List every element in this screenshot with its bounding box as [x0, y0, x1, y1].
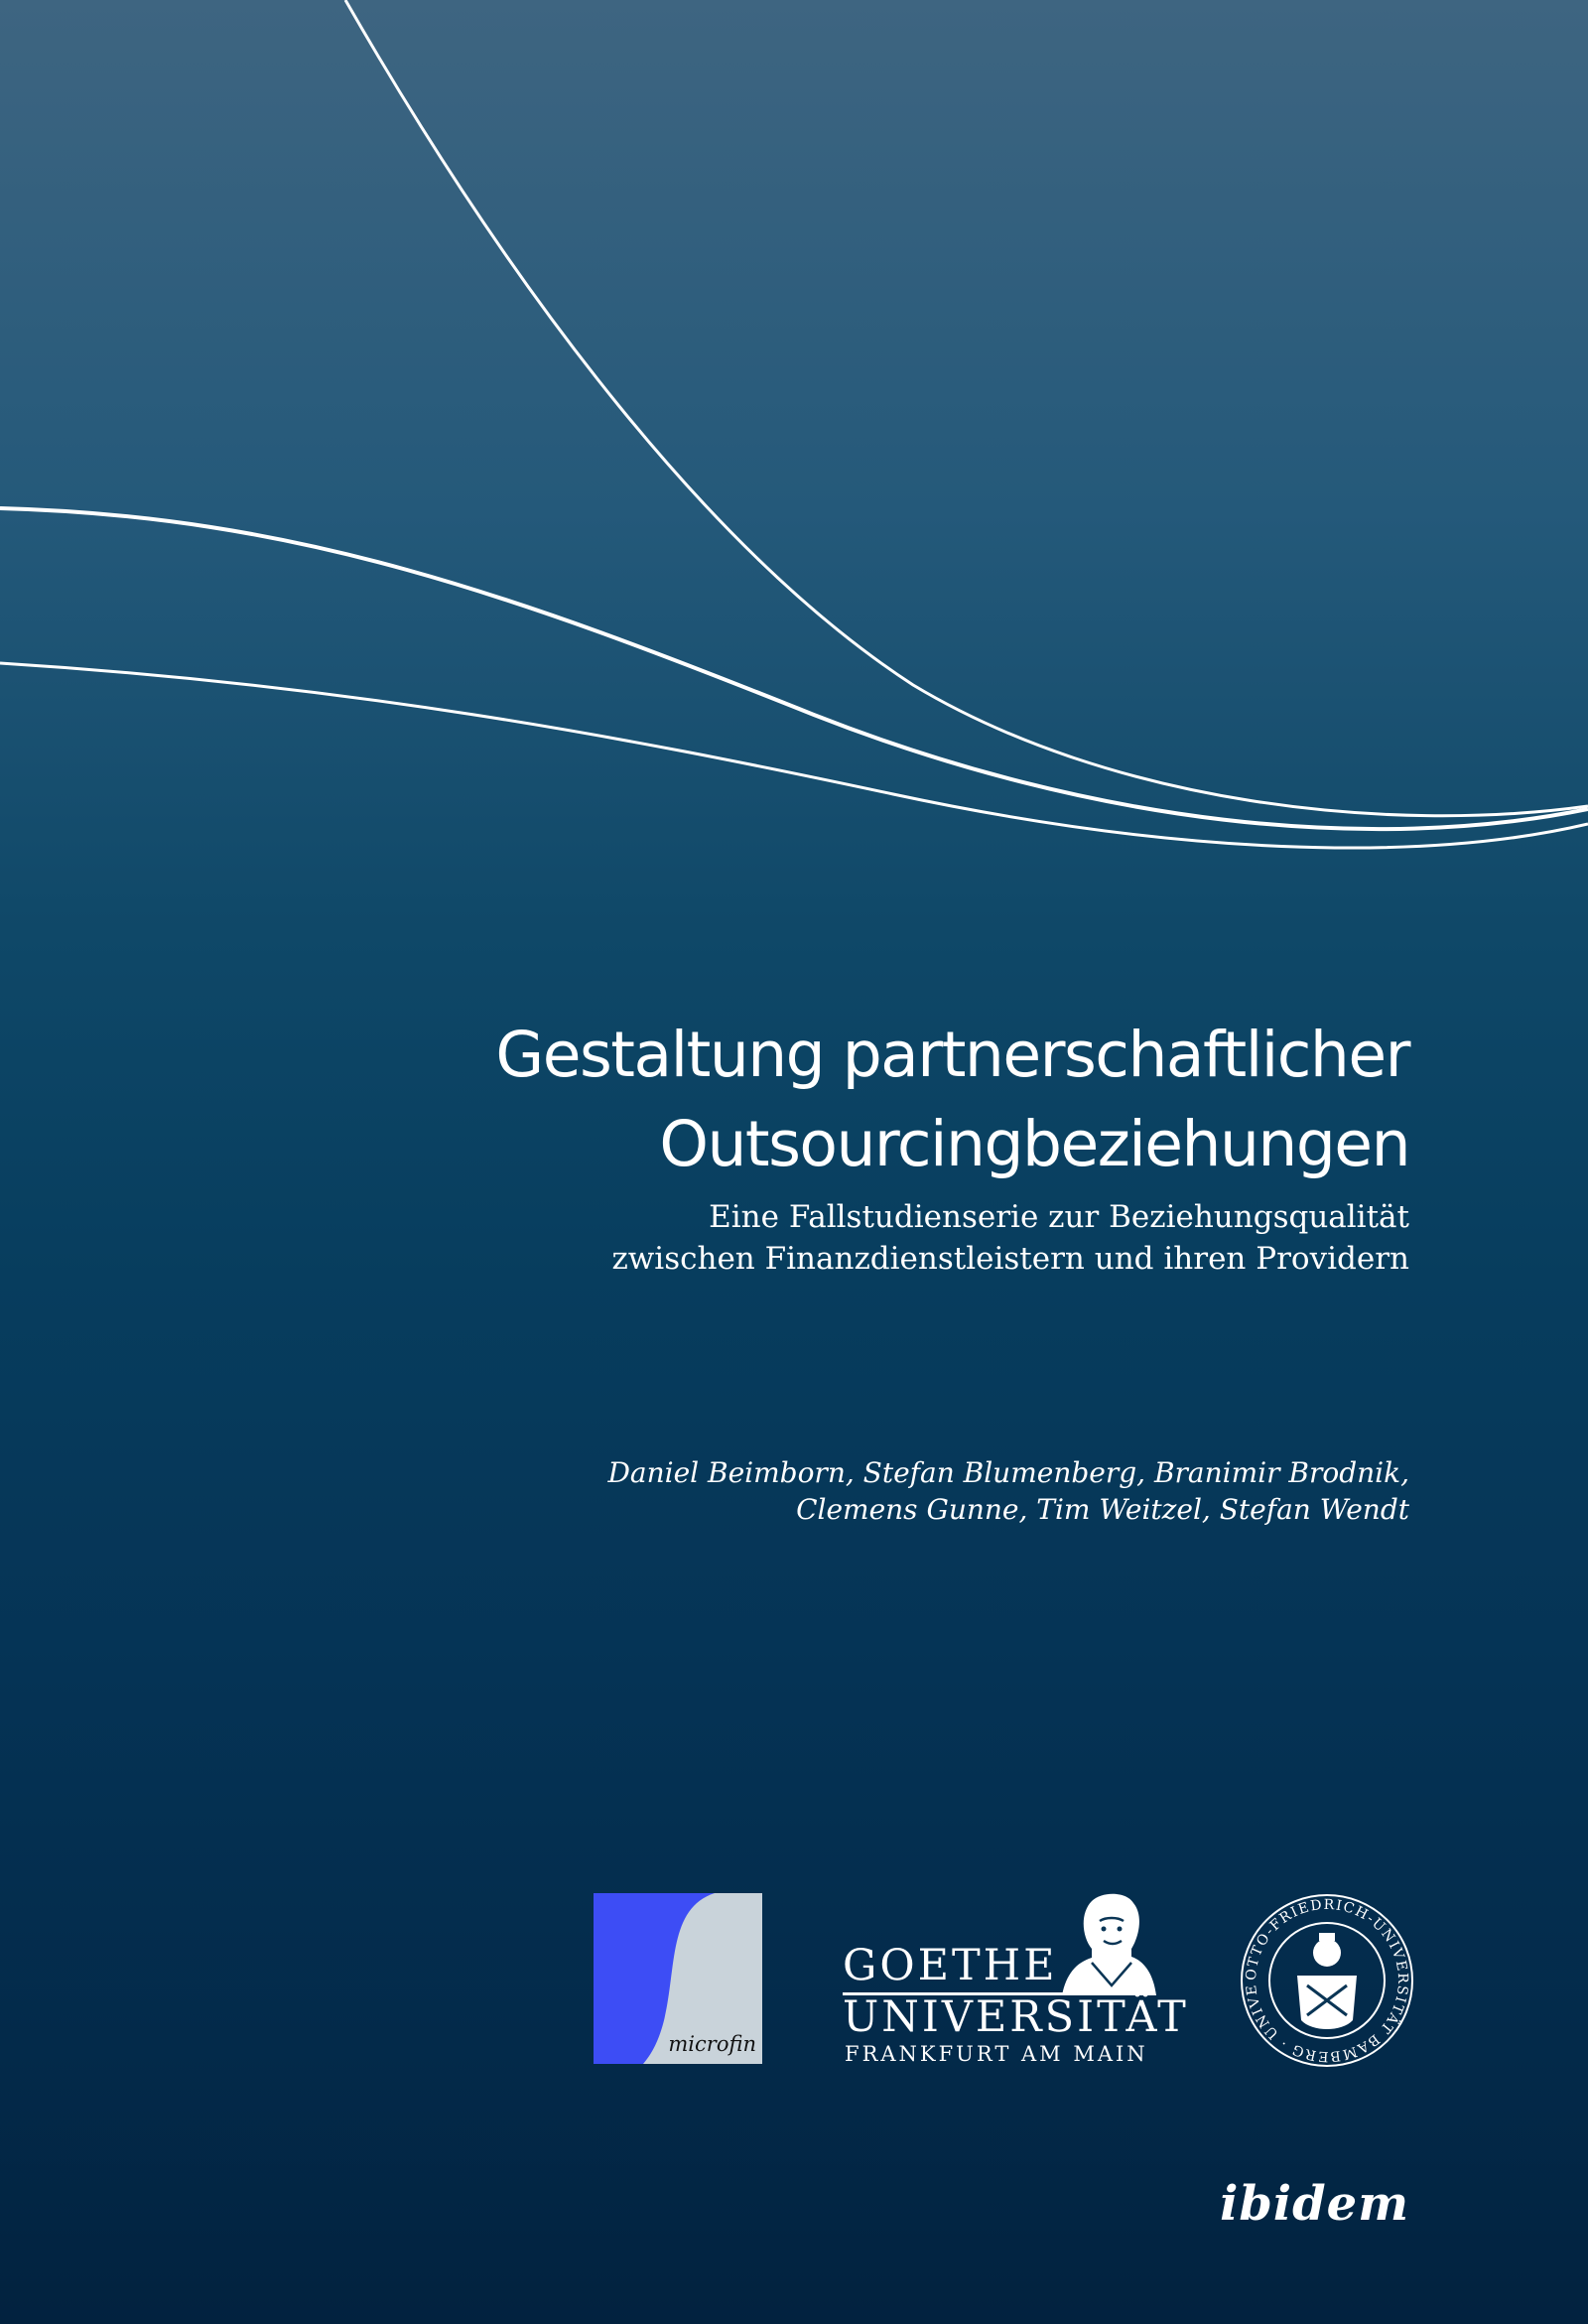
goethe-university-logo — [839, 1891, 1189, 2070]
bamberg-seal-icon — [1238, 1891, 1416, 2070]
goethe-city-wordmark: FRANKFURT AM MAIN — [845, 2042, 1148, 2066]
goethe-portrait-icon — [1062, 1891, 1156, 1995]
microfin-logo — [594, 1893, 762, 2064]
book-title — [218, 1011, 1409, 1189]
curve-lower — [0, 663, 1588, 848]
subtitle-line-1: Eine Fallstudienserie zur Beziehungsqualität — [709, 1199, 1409, 1235]
authors-line-1: Daniel Beimborn, Stefan Blumenberg, Branimir Brodnik, — [607, 1456, 1409, 1489]
title-line-1: Gestaltung partnerschaftlicher — [495, 1019, 1409, 1091]
publisher-logo: ibidem — [1220, 2176, 1409, 2232]
book-authors — [318, 1454, 1409, 1528]
curve-middle — [0, 508, 1588, 829]
svg-text:OTTO-FRIEDRICH-UNIVERSITÄT BAM: OTTO-FRIEDRICH-UNIVERSITÄT BAMBERG · UNIVE — [1243, 1896, 1411, 2065]
goethe-university-wordmark: UNIVERSITÄT — [843, 1992, 1189, 2042]
book-subtitle — [318, 1196, 1409, 1280]
subtitle-line-2: zwischen Finanzdienstleistern und ihren Providern — [611, 1241, 1409, 1277]
curve-steep — [345, 0, 1588, 816]
authors-line-2: Clemens Gunne, Tim Weitzel, Stefan Wendt — [796, 1493, 1409, 1526]
microfin-wordmark: microfin — [668, 2032, 756, 2056]
goethe-wordmark: GOETHE — [843, 1941, 1058, 1990]
bamberg-university-seal — [1238, 1891, 1416, 2070]
title-line-2: Outsourcingbeziehungen — [659, 1108, 1409, 1180]
